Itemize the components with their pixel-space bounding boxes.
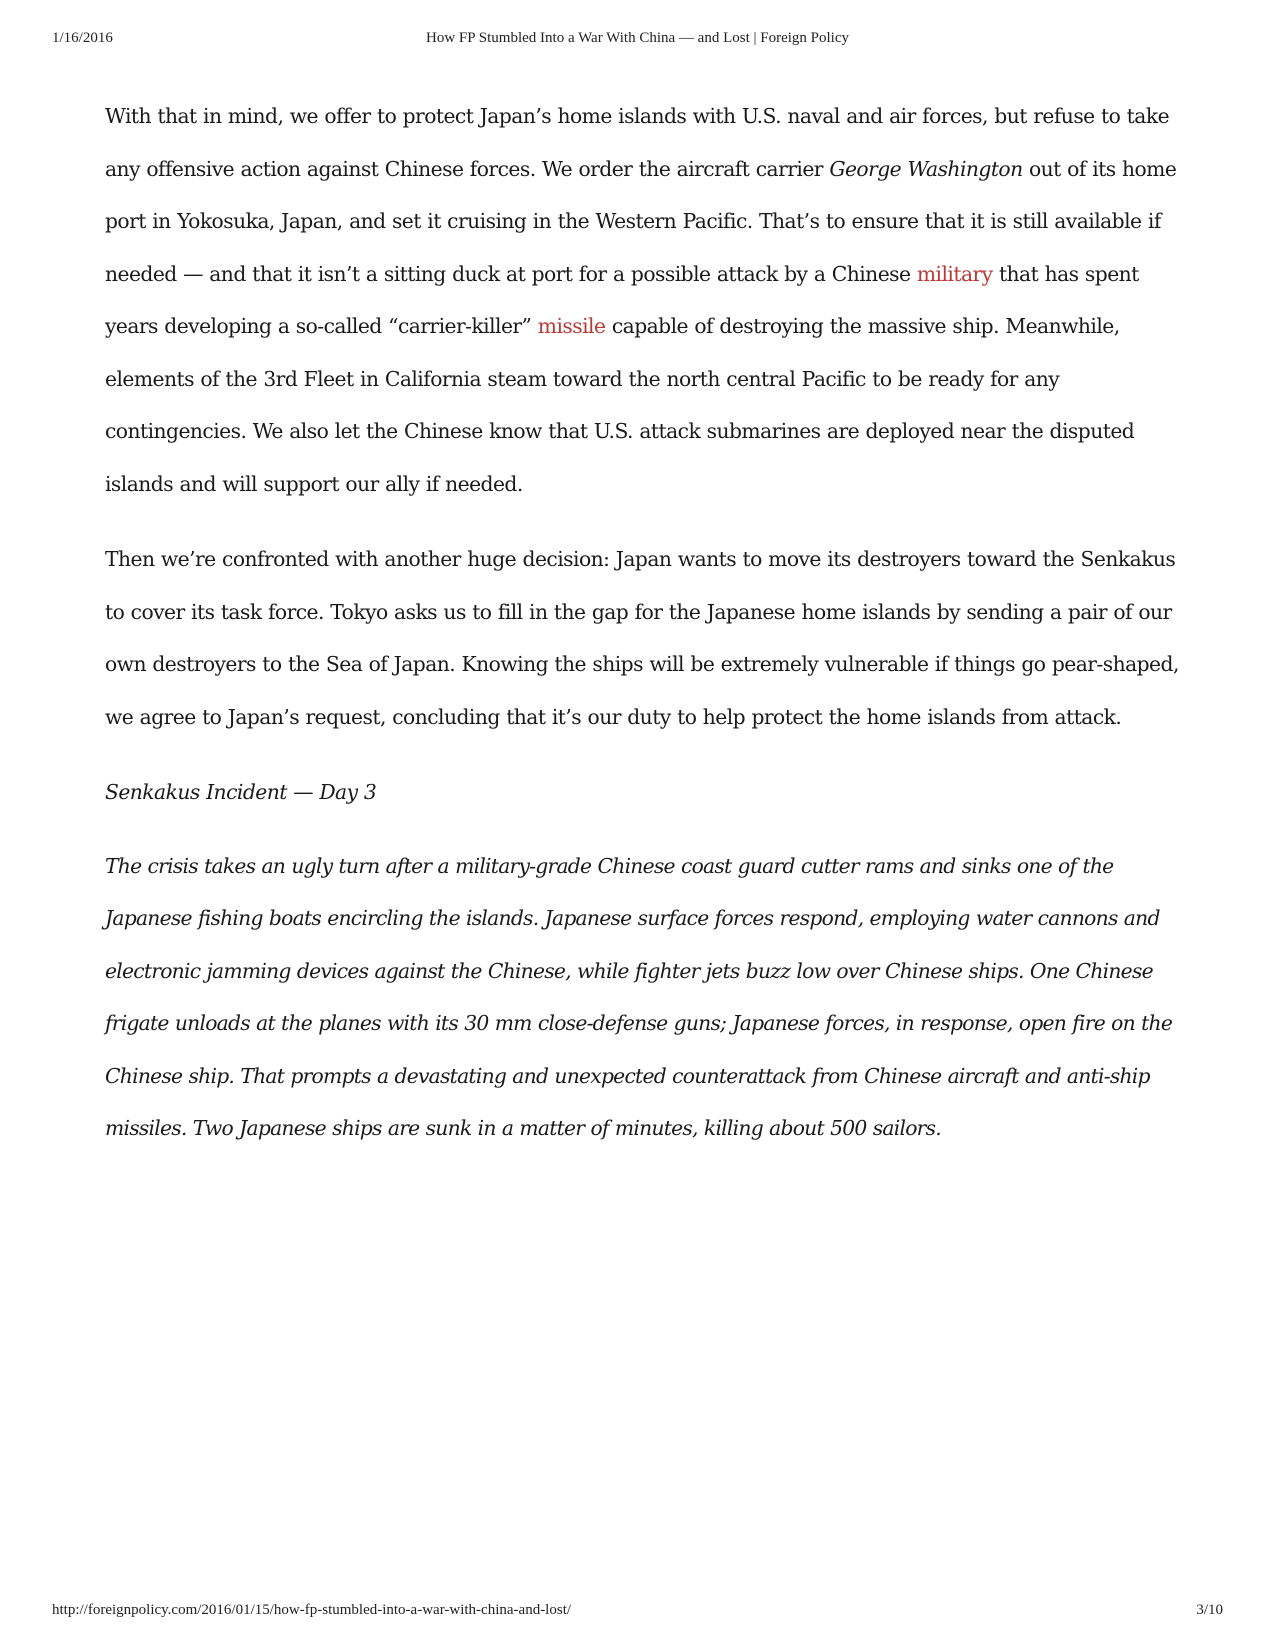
paragraph-text: out of its home port in Yokosuka, Japan, and set it cruising in the Western Pacific. That’s to ensure that it is still available if needed — and that it isn’t a sitting duck at port for a possible attack by a Chinese (105, 156, 1177, 286)
paragraph-text: With that in mind, we offer to protect Japan’s home islands with U.S. naval and air forces, but refuse to take any offensive action against Chinese forces. We order the aircraft carrier (105, 104, 1170, 181)
page-url: http://foreignpolicy.com/2016/01/15/how-fp-stumbled-into-a-war-with-china-and-lost/ (52, 1602, 572, 1618)
print-header (52, 30, 1223, 52)
section-subhead: Senkakus Incident — Day 3 (105, 780, 377, 804)
article-body (105, 90, 1180, 1178)
page-number: 3/10 (1196, 1602, 1223, 1618)
military-link[interactable]: military (916, 261, 993, 286)
paragraph-us-response (105, 90, 1180, 510)
print-date: 1/16/2016 (52, 30, 113, 46)
print-footer (52, 1602, 1223, 1624)
missile-link[interactable]: missile (537, 314, 606, 338)
page-title: How FP Stumbled Into a War With China — and Lost | Foreign Policy (426, 30, 849, 46)
ship-name: George Washington (829, 156, 1023, 181)
paragraph-text: capable of destroying the massive ship. Meanwhile, elements of the 3rd Fleet in California steam toward the north central Pacific to be ready for any contingencies. We also let the Chinese know that U.S. attack submarines are deployed near the disputed islands and will support our ally if needed. (105, 314, 1135, 496)
paragraph-destroyers: Then we’re confronted with another huge decision: Japan wants to move its destroyers toward the Senkakus to cover its task force. Tokyo asks us to fill in the gap for the Japanese home islands by sending a pair of our own destroyers to the Sea of Japan. Knowing the ships will be extremely vulnerable if things go pear-shaped, we agree to Japan’s request, concluding that it’s our duty to help protect the home islands from attack. (105, 547, 1179, 729)
paragraph-crisis: The crisis takes an ugly turn after a military-grade Chinese coast guard cutter rams and sinks one of the Japanese fishing boats encircling the islands. Japanese surface forces respond, employing water cannons and electronic jamming devices against the Chinese, while fighter jets buzz low over Chinese ships. One Chinese frigate unloads at the planes with its 30 mm close-defense guns; Japanese forces, in response, open fire on the Chinese ship. That prompts a devastating and unexpected counterattack from Chinese aircraft and anti-ship missiles. Two Japanese ships are sunk in a matter of minutes, killing about 500 sailors. (105, 853, 1173, 1140)
paragraph-text: that has spent years developing a so-called “carrier-killer” (105, 261, 1139, 338)
